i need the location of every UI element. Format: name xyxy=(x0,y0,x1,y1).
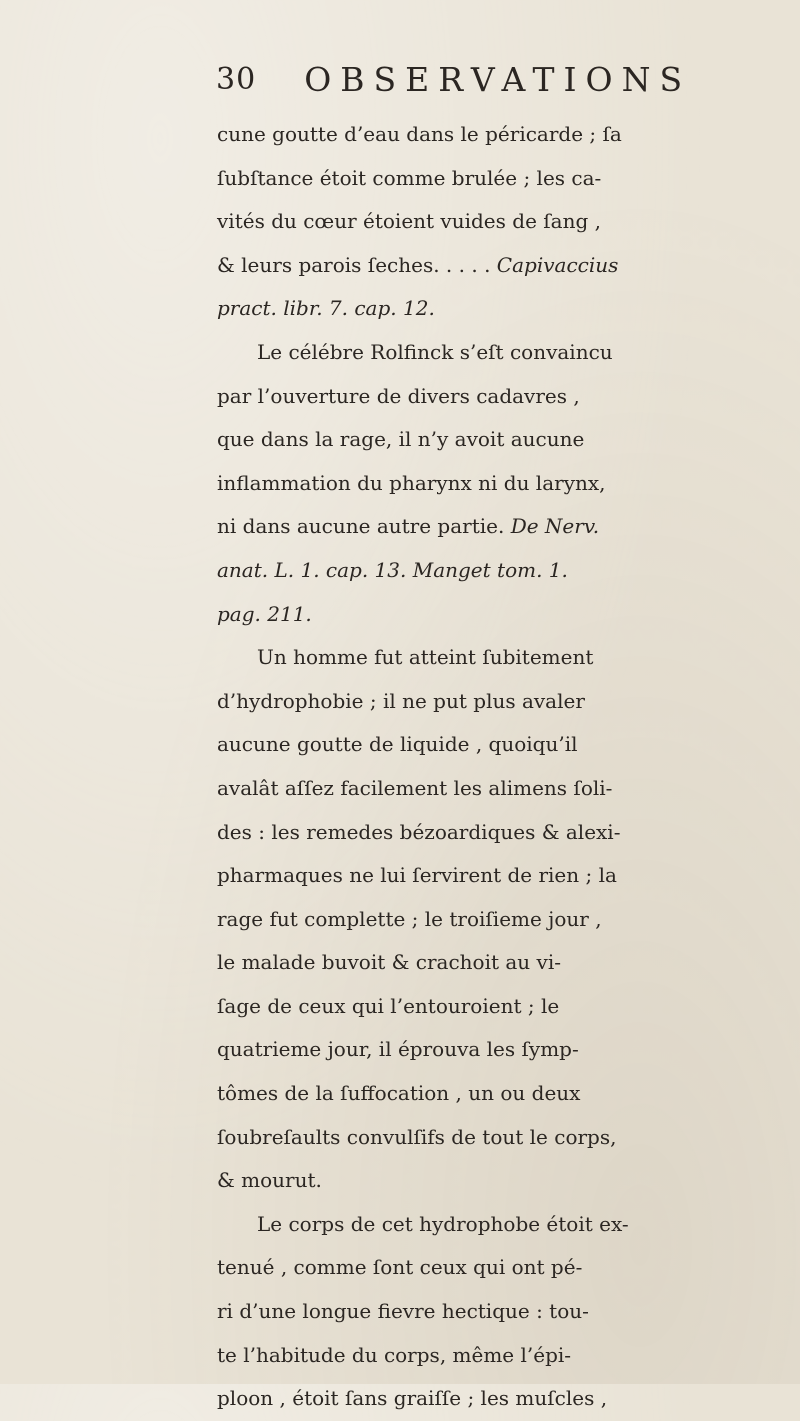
citation-line: anat. L. 1. cap. 13. Manget tom. 1. xyxy=(217,557,568,582)
text-line: ſage de ceux qui l’entouroient ; le xyxy=(217,993,560,1018)
text-line: te l’habitude du corps, même l’épi- xyxy=(217,1342,572,1367)
text-line: pharmaques ne lui ſervirent de rien ; la xyxy=(217,863,617,888)
page-header xyxy=(216,54,776,104)
text-line: le malade buvoit & crachoit au vi- xyxy=(217,950,561,975)
text-line: tômes de la ſuffocation , un ou deux xyxy=(217,1081,581,1106)
paragraph-start: Un homme fut atteint ſubitement xyxy=(257,645,594,670)
text-line: rage fut complette ; le troiſieme jour , xyxy=(217,906,602,931)
text-line: ni dans aucune autre partie. De Nerv. xyxy=(217,514,600,539)
paragraph-start: Le célébre Rolfinck s’eſt convaincu xyxy=(257,339,613,364)
citation-line: pract. libr. 7. cap. 12. xyxy=(217,296,435,321)
paragraph-start: Le corps de cet hydrophobe étoit ex- xyxy=(257,1211,629,1236)
citation-line: pag. 211. xyxy=(217,601,312,626)
text-line: d’hydrophobie ; il ne put plus avaler xyxy=(217,688,585,713)
text-line: ploon , étoit ſans graiſſe ; les muſcles , xyxy=(217,1386,608,1411)
text-line: avalât aſſez facilement les alimens ſoli- xyxy=(217,775,613,800)
text-line: inflammation du pharynx ni du larynx, xyxy=(217,470,606,495)
cited-author: Capivaccius xyxy=(496,252,619,277)
text-line: & leurs parois ſeches. . . . . Capivaccius xyxy=(217,252,619,277)
text-line: & mourut. xyxy=(217,1168,322,1193)
text-line: que dans la rage, il n’y avoit aucune xyxy=(217,427,585,452)
cited-work: De Nerv. xyxy=(510,514,600,539)
body-text xyxy=(0,113,800,1421)
page-number: 30 xyxy=(216,61,257,97)
text-line: ſoubreſaults convulſifs de tout le corps, xyxy=(217,1124,617,1149)
text-line: par l’ouverture de divers cadavres , xyxy=(217,383,580,408)
text-line: aucune goutte de liquide , quoiqu’il xyxy=(217,732,578,757)
text-line: cune goutte d’eau dans le péricarde ; ſa xyxy=(217,122,622,146)
text-line: des : les remedes bézoardiques & alexi- xyxy=(217,819,621,844)
text-line: quatrieme jour, il éprouva les ſymp- xyxy=(217,1037,579,1062)
text-line: tenué , comme ſont ceux qui ont pé- xyxy=(217,1255,583,1280)
text-line: ſubſtance étoit comme brulée ; les ca- xyxy=(217,165,602,190)
text-line: ri d’une longue fievre hectique : tou- xyxy=(217,1299,589,1324)
text-line: vités du cœur étoient vuides de ſang , xyxy=(217,209,601,234)
running-title: OBSERVATIONS xyxy=(304,59,692,99)
